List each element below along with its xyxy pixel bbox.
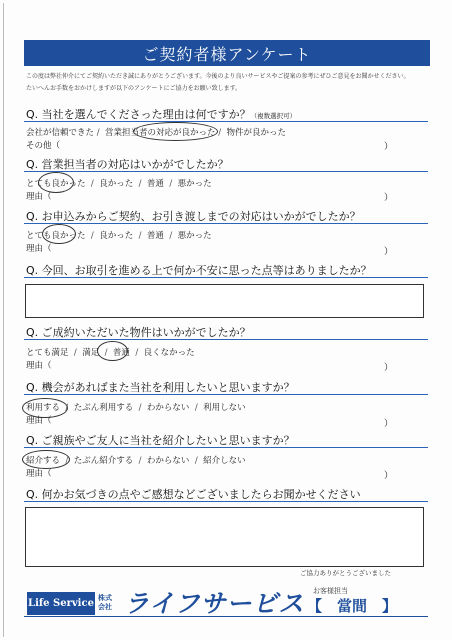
option-staff-good[interactable]: 営業担当者の対応が良かった (105, 128, 216, 138)
question-3-options: とても良かった / 良かった / 普通 / 悪かった (26, 231, 212, 241)
reason-close-paren: ） (384, 471, 394, 481)
question-2-options: とても良かった / 良かった / 普通 / 悪かった (26, 179, 212, 189)
other-close-paren: ） (384, 142, 394, 152)
question-2-underline (24, 171, 428, 172)
option-not-good[interactable]: 良くなかった (143, 348, 195, 358)
question-4 (26, 262, 426, 278)
question-5 (26, 324, 426, 340)
option-dont-know[interactable]: わからない (146, 403, 190, 413)
reason-close-paren: ） (384, 193, 394, 203)
corp-prefix: 株式 会社 (98, 594, 112, 611)
survey-title: ご契約者様アンケート (142, 44, 312, 64)
question-8-underline (24, 501, 428, 502)
question-7-options: 紹介する / たぶん紹介する / わからない / 紹介しない (26, 456, 246, 466)
reason-label: 理由（ (26, 469, 52, 479)
option-probably-refer[interactable]: たぶん紹介する (73, 456, 134, 466)
question-3 (26, 208, 426, 224)
intro-line: この度は弊社仲介にてご契約いただき誠にありがとうございます。今後のより良いサービスやご提案の参考にぜひご意見をお聞かせください。 (26, 73, 410, 80)
question-2-reason[interactable] (26, 190, 426, 202)
answer-circle (42, 224, 76, 244)
option-bad[interactable]: 悪かった (177, 179, 212, 189)
reason-close-paren: ） (384, 363, 394, 373)
question-5-options: とても満足 / 満足 / 普通 / 良くなかった (26, 348, 195, 358)
question-6-reason[interactable] (26, 414, 426, 426)
question-6-underline (24, 394, 428, 395)
question-5-underline (24, 339, 428, 340)
question-1 (26, 106, 426, 122)
question-3-label: Q. お申込みからご契約、お引き渡しまでの対応はいかがでしたか？ (26, 210, 361, 223)
option-very-satisfied[interactable]: とても満足 (26, 348, 69, 358)
question-4-underline (24, 277, 428, 278)
question-3-underline (24, 223, 428, 224)
option-dont-know[interactable]: わからない (146, 456, 190, 466)
question-2 (26, 156, 426, 172)
option-will-not-refer[interactable]: 紹介しない (203, 456, 246, 466)
question-4-label: Q. 今回、お取引を進める上で何か不安に思った点等はありましたか？ (26, 264, 372, 277)
option-probably-use[interactable]: たぶん利用する (73, 403, 134, 413)
question-3-reason[interactable] (26, 242, 426, 254)
option-will-refer[interactable]: 紹介する (26, 456, 61, 466)
question-1-other[interactable] (26, 139, 426, 151)
question-6-options: 利用する / たぶん利用する / わからない / 利用しない (26, 403, 246, 413)
question-6-label: Q. 機会があればまた当社を利用したいと思いますか？ (26, 381, 295, 394)
question-1-underline (24, 121, 428, 122)
reason-label: 理由（ (26, 416, 52, 426)
option-satisfied[interactable]: 満足 (82, 348, 100, 358)
option-bad[interactable]: 悪かった (177, 231, 212, 241)
life-service-logo (27, 592, 95, 615)
staff-label: お客様担当 (313, 587, 348, 595)
thanks-message: ご協力ありがとうございました (300, 569, 391, 577)
question-7 (26, 432, 426, 448)
staff-name: 【 當間 】 (307, 597, 398, 615)
other-label: その他（ (26, 141, 61, 151)
survey-title-banner (24, 40, 430, 66)
footer-line (24, 616, 428, 617)
option-will-not-use[interactable]: 利用しない (203, 403, 246, 413)
reason-close-paren: ） (384, 247, 394, 257)
reason-label: 理由（ (26, 361, 52, 371)
option-property-good[interactable]: 物件が良かった (226, 128, 287, 138)
reason-label: 理由（ (26, 244, 52, 254)
question-1-note: （複数選択可） (250, 112, 297, 120)
intro-line: たいへんお手数をおかけしますが以下のアンケートにご協力をお願い致します。 (26, 85, 242, 92)
concerns-textarea[interactable] (25, 284, 424, 318)
option-will-use[interactable]: 利用する (26, 403, 61, 413)
question-1-label: Q. 当社を選んでくださった理由は何ですか？ (26, 108, 251, 121)
question-8 (26, 486, 426, 502)
option-good[interactable]: 良かった (99, 231, 134, 241)
option-company-trust[interactable]: 会社が信頼できた (26, 128, 95, 138)
reason-label: 理由（ (26, 192, 52, 202)
company-name: ライフサービス (124, 589, 305, 618)
option-normal[interactable]: 普通 (146, 231, 164, 241)
option-normal[interactable]: 普通 (146, 179, 164, 189)
question-5-label: Q. ご成約いただいた物件はいかがでしたか？ (26, 326, 251, 339)
option-very-good[interactable]: とても良かった (26, 179, 86, 189)
logo-text: Life Service (28, 598, 94, 609)
option-very-good[interactable]: とても良かった (26, 231, 86, 241)
intro-text (26, 71, 432, 95)
question-6 (26, 379, 426, 395)
question-7-label: Q. ご親族やご友人に当社を紹介したいと思いますか？ (26, 434, 295, 447)
question-7-underline (24, 447, 428, 448)
reason-close-paren: ） (384, 419, 394, 429)
option-good[interactable]: 良かった (99, 179, 134, 189)
question-5-reason[interactable] (26, 359, 426, 371)
comments-textarea[interactable] (25, 507, 424, 567)
question-2-label: Q. 営業担当者の対応はいかがでしたか？ (26, 158, 229, 171)
question-8-label: Q. 何かお気づきの点やご感想などございましたらお聞かせください (26, 488, 361, 501)
question-1-options: 会社が信頼できた / 営業担当者の対応が良かった / 物件が良かった (26, 128, 287, 138)
option-normal[interactable]: 普通 (112, 348, 130, 358)
answer-circle (97, 341, 128, 361)
question-7-reason[interactable] (26, 467, 426, 479)
